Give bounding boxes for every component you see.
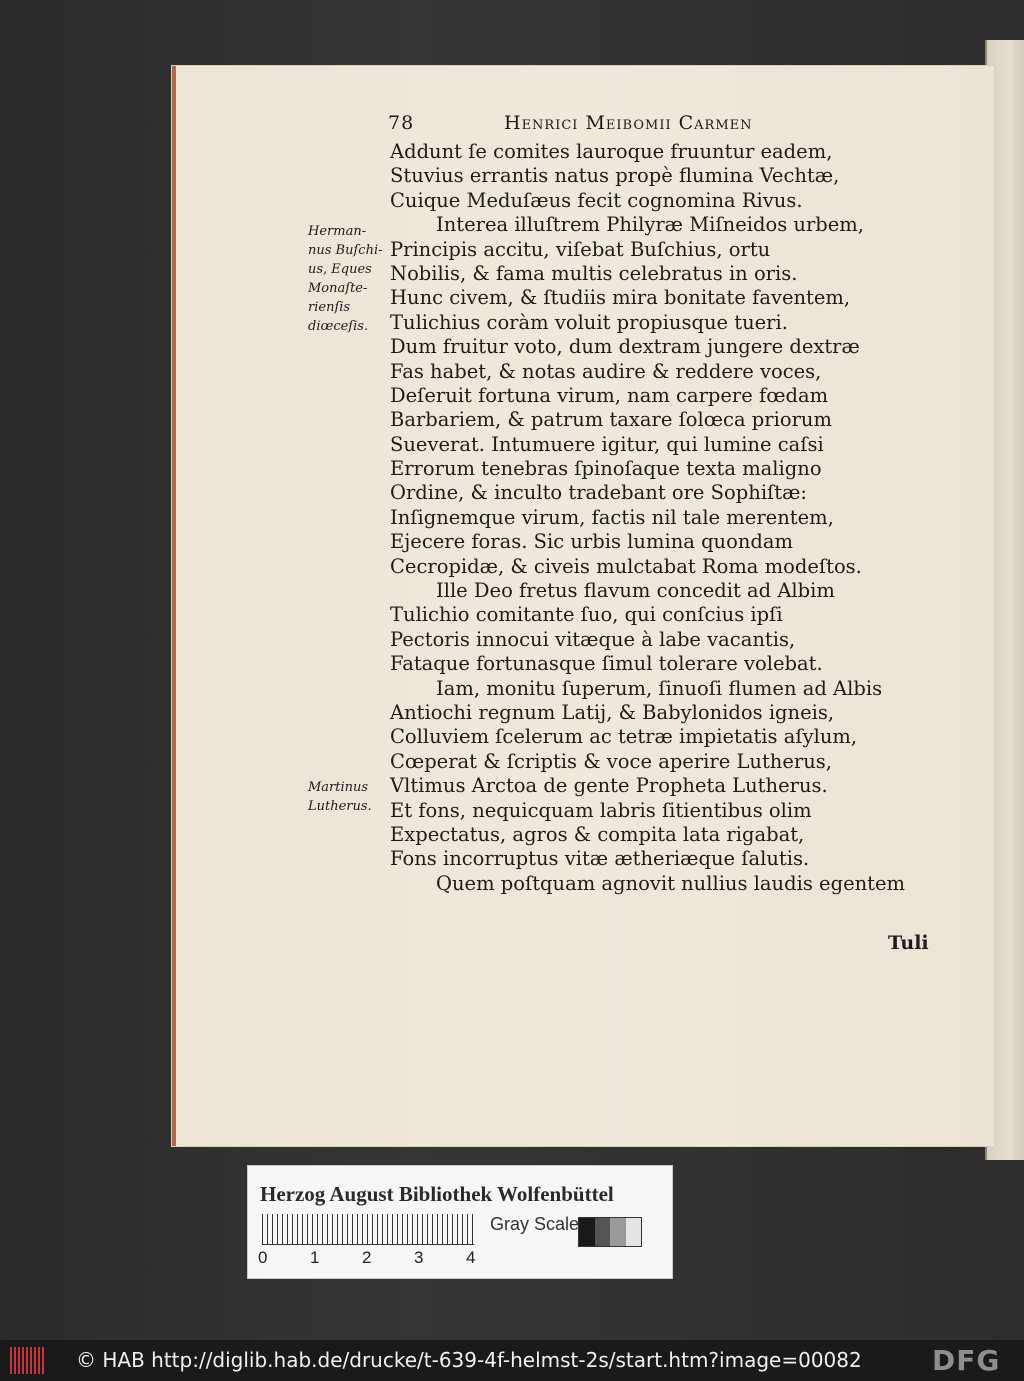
margin-note-line: us, Eques — [308, 262, 372, 277]
margin-note-line: Lutherus. — [308, 799, 372, 814]
text-line: Inſignemque virum, factis nil tale merentem, — [390, 505, 834, 529]
ruler-digit: 1 — [310, 1248, 320, 1267]
ruler-digit: 2 — [362, 1248, 372, 1267]
gray-swatch — [595, 1218, 611, 1246]
text-line: Antiochi regnum Latij, & Babylonidos igneis, — [390, 700, 835, 724]
text-line: Ordine, & inculto tradebant ore Sophiſtæ: — [390, 481, 808, 505]
text-line: Quem poſtquam agnovit nullius laudis egentem — [436, 871, 906, 895]
text-line: Et fons, nequicquam labris ſitientibus olim — [390, 798, 812, 822]
catchword: Tuli — [888, 932, 929, 954]
text-line: Cecropidæ, & civeis mulctabat Roma modeſtos. — [390, 554, 862, 578]
dfg-logo: DFG — [932, 1344, 1001, 1377]
text-line: Iam, monitu ſuperum, ſinuoſi flumen ad Albis — [436, 676, 883, 700]
text-line: Interea illuſtrem Philyræ Miſneidos urbem, — [436, 213, 864, 237]
text-line: Principis accitu, viſebat Buſchius, ortu — [390, 237, 771, 261]
text-line: Colluviem ſcelerum ac tetræ impietatis aſylum, — [390, 725, 858, 749]
margin-note-buschius — [308, 222, 394, 336]
gray-scale-swatches — [578, 1217, 642, 1247]
text-line: Ille Deo fretus flavum concedit ad Albim — [436, 579, 835, 603]
gray-swatch — [610, 1218, 626, 1246]
margin-note-line: nus Buſchi- — [308, 243, 383, 258]
gray-swatch — [626, 1218, 642, 1246]
footer-bar — [0, 1340, 1024, 1381]
ruler-digit: 4 — [466, 1248, 476, 1267]
page-header — [388, 112, 828, 138]
text-line: Ejecere foras. Sic urbis lumina quondam — [390, 530, 794, 554]
text-line: Vltimus Arctoa de gente Propheta Lutherus. — [390, 774, 828, 798]
page-number: 78 — [388, 112, 415, 134]
text-line: Fataque fortunasque ſimul tolerare volebat. — [390, 652, 823, 676]
text-line: Sueverat. Intumuere igitur, qui lumine caſsi — [390, 432, 824, 456]
book-page — [172, 66, 994, 1146]
text-line: Addunt ſe comites lauroque fruuntur eadem, — [390, 140, 833, 163]
text-line: Deſeruit fortuna virum, nam carpere fœdam — [390, 383, 829, 407]
margin-note-line: Herman- — [308, 224, 367, 239]
text-line: Cuique Meduſæus fecit cognomina Rivus. — [390, 188, 803, 212]
poem-text — [390, 140, 910, 896]
text-line: Fas habet, & notas audire & reddere voces, — [390, 359, 822, 383]
copyright-url[interactable]: © HAB http://diglib.hab.de/drucke/t-639-4f-helmst-2s/start.htm?image=00082 — [76, 1348, 862, 1372]
color-reference-card — [247, 1165, 673, 1279]
text-line: Tulichius coràm voluit propiusque tueri. — [390, 310, 788, 334]
text-line: Expectatus, agros & compita lata rigabat, — [390, 822, 805, 846]
running-title: Henrici Meibomii Carmen — [504, 112, 753, 134]
ruler-ticks — [262, 1214, 474, 1245]
gray-scale-label: Gray Scale — [490, 1214, 580, 1234]
margin-note-line: rienſis — [308, 300, 351, 315]
text-line: Pectoris innocui vitæque à labe vacantis, — [390, 627, 796, 651]
text-line: Stuvius errantis natus propè flumina Vechtæ, — [390, 164, 840, 188]
text-line: Dum fruitur voto, dum dextram jungere dextræ — [390, 335, 860, 359]
gray-swatch — [579, 1218, 595, 1246]
text-line: Tulichio comitante ſuo, qui conſcius ipſi — [390, 603, 783, 627]
text-line: Cœperat & ſcriptis & voce aperire Lutherus, — [390, 749, 832, 773]
text-line: Hunc civem, & ſtudiis mira bonitate faventem, — [390, 286, 851, 310]
margin-note-line: Martinus — [308, 780, 369, 795]
text-line: Nobilis, & fama multis celebratus in oris. — [390, 261, 798, 285]
ruler-digit: 0 — [258, 1248, 268, 1267]
margin-note-lutherus — [308, 778, 394, 816]
margin-note-line: diœceſis. — [308, 319, 369, 334]
library-name: Herzog August Bibliothek Wolfenbüttel — [260, 1182, 614, 1206]
ruler-scale — [258, 1248, 498, 1272]
hab-barcode-logo-icon — [10, 1347, 46, 1374]
text-line: Barbariem, & patrum taxare ſolœca priorum — [390, 408, 832, 432]
margin-note-line: Monaſte- — [308, 281, 368, 296]
ruler-digit: 3 — [414, 1248, 424, 1267]
text-line: Fons incorruptus vitæ ætheriæque ſalutis. — [390, 847, 810, 871]
text-line: Errorum tenebras ſpinoſaque texta maligno — [390, 457, 822, 481]
